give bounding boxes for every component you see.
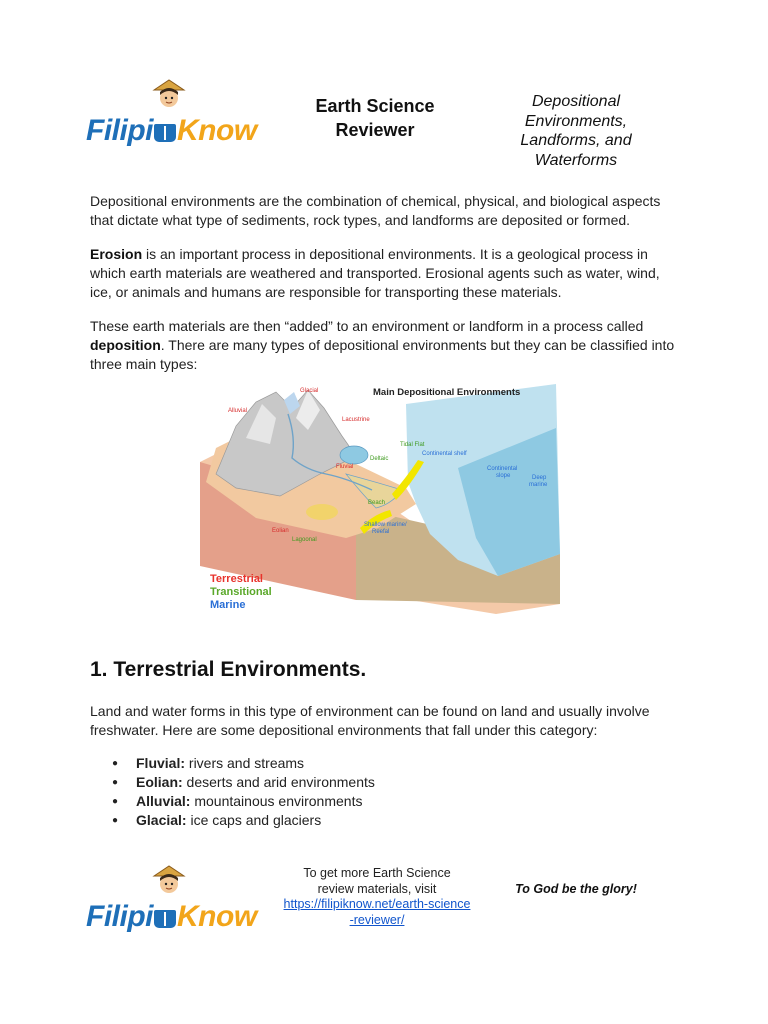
label-continental-slope: slope bbox=[496, 473, 511, 479]
paragraph: Depositional environments are the combination of chemical, physical, and biological aspects that dictate what type of sediments, rock types, and landforms are deposited or formed. bbox=[90, 193, 661, 228]
logo-text-part2: Know bbox=[177, 114, 257, 147]
logo-text-part1: Filipi bbox=[86, 900, 153, 933]
label-beach: Beach bbox=[368, 500, 386, 506]
environment-list bbox=[112, 754, 375, 830]
paragraph: Erosion is an important process in depositional environments. It is a geological process in which earth materials are weathered and transported. Erosional agents such as water, wind, ice, or animals and humans are responsible for transporting these materials. bbox=[90, 246, 660, 300]
logo-wordmark bbox=[86, 900, 257, 934]
list-item: ● Glacial: ice caps and glaciers bbox=[112, 811, 375, 830]
book-icon bbox=[154, 910, 176, 928]
label-fluvial: Fluvial bbox=[336, 464, 354, 470]
depositional-environments-diagram bbox=[196, 378, 566, 614]
label-continental-slope: Continental bbox=[487, 466, 518, 472]
legend-terrestrial: Terrestrial bbox=[210, 573, 263, 585]
paragraph: These earth materials are then “added” to an environment or landform in a process called deposition. There are many types of depositional environments but they can be classified into three main types: bbox=[90, 318, 675, 372]
filipiknow-logo bbox=[86, 872, 256, 934]
footer-line: To get more Earth Science bbox=[303, 866, 451, 880]
section-intro: Land and water forms in this type of environment can be found on land and usually involve freshwater. Here are some depositional environments that fall under this category: bbox=[90, 703, 650, 738]
label-lagoonal: Lagoonal bbox=[292, 537, 317, 543]
mascot-icon bbox=[152, 78, 186, 112]
label-shallow-marine: Reefal bbox=[372, 529, 390, 535]
label-deep-marine: marine bbox=[529, 482, 548, 488]
logo-text-part1: Filipi bbox=[86, 114, 153, 147]
label-glacial: Glacial bbox=[300, 388, 319, 394]
list-item: ● Alluvial: mountainous environments bbox=[112, 792, 375, 811]
document-subtitle bbox=[500, 92, 652, 170]
dunes bbox=[306, 504, 338, 520]
label-lacustrine: Lacustrine bbox=[342, 417, 370, 423]
section-heading: 1. Terrestrial Environments. bbox=[90, 658, 367, 681]
list-item: ● Fluvial: rivers and streams bbox=[112, 754, 375, 773]
document-title bbox=[300, 94, 450, 142]
label-eolian: Eolian bbox=[272, 528, 289, 534]
filipiknow-logo bbox=[86, 86, 256, 148]
subtitle-line: Depositional bbox=[531, 93, 621, 110]
label-deep-marine: Deep bbox=[532, 475, 547, 481]
label-deltaic: Deltaic bbox=[370, 456, 389, 462]
footer-motto: To God be the glory! bbox=[515, 882, 637, 896]
intro-text bbox=[90, 192, 680, 389]
title-line: Earth Science bbox=[315, 96, 435, 116]
title-line: Reviewer bbox=[335, 120, 415, 140]
diagram-title: Main Depositional Environments bbox=[373, 387, 521, 398]
page-header bbox=[0, 80, 768, 180]
book-icon bbox=[154, 124, 176, 142]
footer-line: review materials, visit bbox=[317, 881, 437, 896]
label-tidal-flat: Tidal Flat bbox=[400, 442, 425, 448]
label-continental-shelf: Continental shelf bbox=[422, 451, 467, 457]
page-footer bbox=[0, 862, 768, 952]
subtitle-line: Waterforms bbox=[534, 151, 618, 169]
label-alluvial: Alluvial bbox=[228, 408, 248, 414]
logo-text-part2: Know bbox=[177, 900, 257, 933]
legend-transitional: Transitional bbox=[210, 586, 272, 598]
bold-term: deposition bbox=[90, 337, 161, 353]
subtitle-line: Environments, bbox=[524, 112, 628, 130]
list-item: ● Eolian: deserts and arid environments bbox=[112, 773, 375, 792]
label-shallow-marine: Shallow marine/ bbox=[364, 522, 407, 528]
lake bbox=[340, 446, 368, 464]
mascot-icon bbox=[152, 864, 186, 898]
footer-cta bbox=[282, 866, 472, 928]
logo-wordmark bbox=[86, 114, 257, 148]
legend-marine: Marine bbox=[210, 599, 246, 611]
bold-term: Erosion bbox=[90, 246, 143, 262]
reviewer-link[interactable]: https://filipiknow.net/earth-science-reviewer/ bbox=[283, 897, 471, 927]
subtitle-line: Landforms, and bbox=[520, 132, 632, 149]
